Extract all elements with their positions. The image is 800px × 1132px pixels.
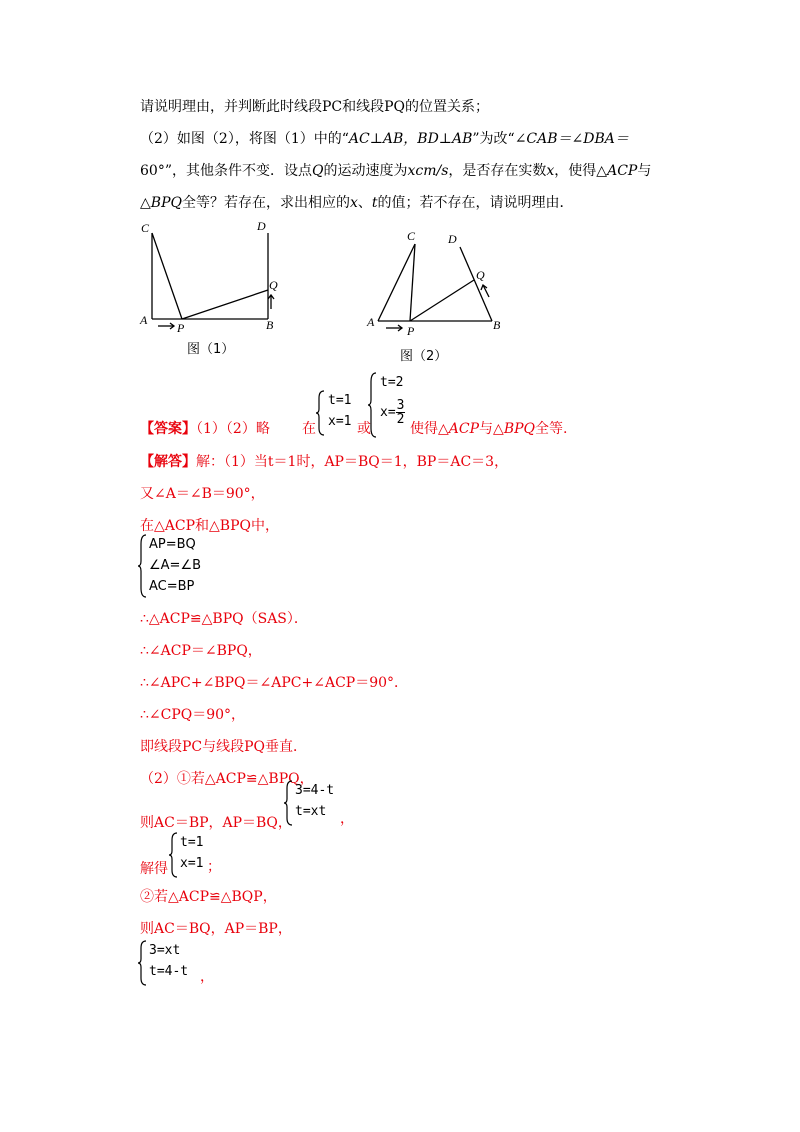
solution-system-d-tail: ， xyxy=(200,969,214,985)
solution-line-11: 解得 xyxy=(140,861,168,877)
figure-1 xyxy=(138,215,288,340)
fig2-label-c: C xyxy=(407,229,416,243)
solution-line-2: 又∠A＝∠B＝90°， xyxy=(140,486,265,502)
fig2-segment-bd xyxy=(460,247,492,321)
figure-2 xyxy=(362,225,512,345)
solution-line-8: 即线段PC与线段PQ垂直． xyxy=(140,739,308,755)
answer-brace-1 xyxy=(316,390,326,436)
solution-brace-d xyxy=(138,940,148,986)
fig2-segment-cp xyxy=(410,244,415,321)
solution-line-3: 在△ACP和△BPQ中， xyxy=(140,518,279,534)
solution-brace-b xyxy=(284,780,294,826)
solution-line-6: ∴∠APC+∠BPQ＝∠APC+∠ACP＝90°． xyxy=(140,675,409,691)
solution-system-d: 3=xt t=4-t xyxy=(149,943,189,979)
solution-line-13: 则AC＝BQ，AP＝BP， xyxy=(140,921,292,937)
answer-conclusion: 使得△ACP与△BPQ全等. xyxy=(410,421,568,437)
answer-system-2: t=2 x= $\frac{3}{2}$ xyxy=(380,375,405,427)
fig2-label-d: D xyxy=(448,232,457,246)
solution-system-a: AP=BQ ∠A=∠B AC=BP xyxy=(149,537,202,594)
answer-line: 【答案】（1）（2）略 xyxy=(140,421,270,437)
fig2-label-b: B xyxy=(493,318,501,332)
solution-line-4: ∴△ACP≌△BPQ（SAS）． xyxy=(140,611,308,627)
fig2-segment-pq xyxy=(410,280,474,321)
fig1-label-d: D xyxy=(257,219,266,233)
solution-brace-c xyxy=(169,832,179,878)
solution-system-b: 3=4-t t=xt xyxy=(295,783,335,819)
fig1-label-q: Q xyxy=(269,278,278,292)
fig1-segment-cp xyxy=(152,233,182,319)
problem-line-4: △BPQ全等？若存在，求出相应的x、t的值；若不存在，请说明理由． xyxy=(140,195,574,211)
answer-or: 或 xyxy=(357,421,371,437)
solution-tag: 【解答】 xyxy=(140,454,196,470)
problem-line-3: 60°”，其他条件不变．设点Q的运动速度为xcm/s，是否存在实数x，使得△ACP与 xyxy=(140,163,652,179)
solution-line-10: 则AC＝BP，AP＝BQ， xyxy=(140,815,292,831)
solution-system-c: t=1 x=1 xyxy=(180,835,204,871)
fig1-label-c: C xyxy=(141,221,150,235)
solution-system-b-tail: ， xyxy=(340,811,354,827)
solution-line-9: （2）①若△ACP≌△BPQ， xyxy=(140,771,314,787)
fig1-label-b: B xyxy=(266,318,274,332)
answer-brace-2 xyxy=(368,372,378,438)
solution-system-c-tail: ； xyxy=(207,859,221,875)
fig1-caption: 图（1） xyxy=(187,342,235,357)
solution-line-7: ∴∠CPQ＝90°， xyxy=(140,707,246,723)
problem-line-2: （2）如图（2），将图（1）中的“AC⊥AB，BD⊥AB”为改“∠CAB＝∠DBA＝ xyxy=(140,131,629,147)
solution-line-12: ②若△ACP≌△BQP， xyxy=(140,889,277,905)
solution-brace-a xyxy=(138,534,148,598)
fig1-label-a: A xyxy=(140,313,148,327)
fig2-caption: 图（2） xyxy=(400,349,448,364)
answer-tag: 【答案】 xyxy=(140,421,196,437)
fig2-label-p: P xyxy=(407,324,415,338)
fig2-label-q: Q xyxy=(476,268,485,282)
fig1-label-p: P xyxy=(177,321,185,335)
fig2-segment-ac xyxy=(378,244,415,321)
solution-line-5: ∴∠ACP＝∠BPQ， xyxy=(140,643,262,659)
fig2-label-a: A xyxy=(367,315,375,329)
answer-in: 在 xyxy=(302,421,316,437)
fraction-3-2: $\frac{3}{2}$ xyxy=(396,398,405,427)
answer-system-1: t=1 x=1 xyxy=(328,393,352,429)
solution-line-1: 【解答】解：（1）当t＝1时，AP＝BQ＝1，BP＝AC＝3， xyxy=(140,454,509,470)
fig1-segment-pq xyxy=(182,290,268,319)
problem-line-1: 请说明理由，并判断此时线段PC和线段PQ的位置关系； xyxy=(140,99,490,115)
